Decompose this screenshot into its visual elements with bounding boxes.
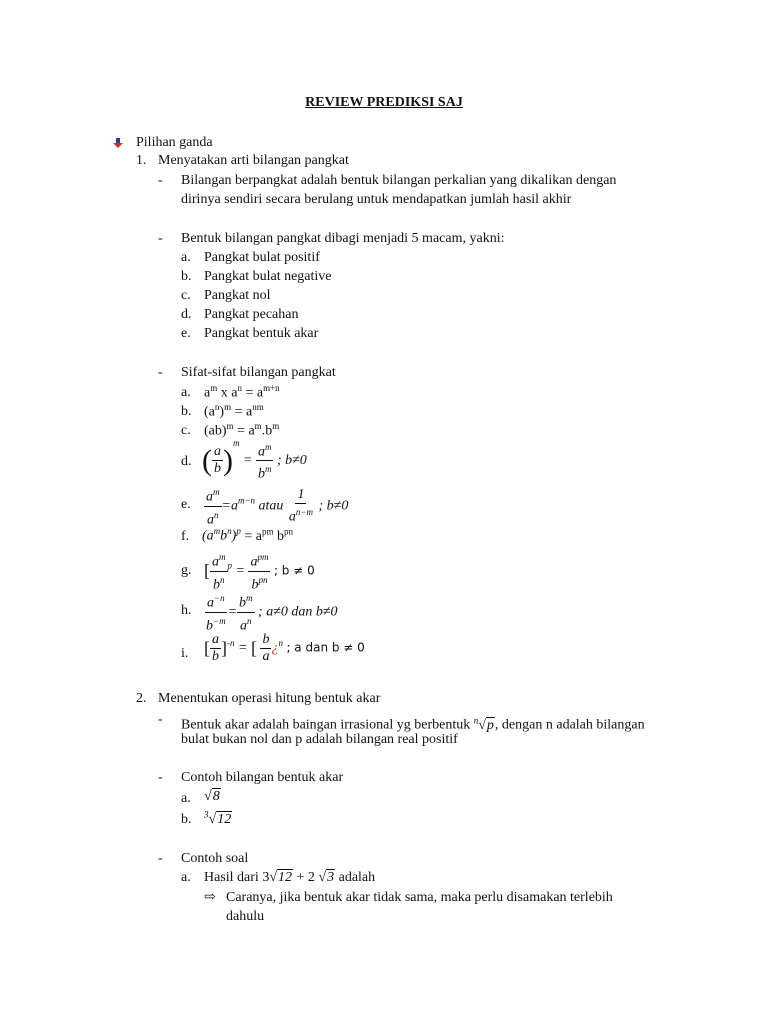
formula-d: ( $\frac{a}{b}$ )$^m$ = $\frac{a^m}{b^m}$ ; b≠0 [202, 438, 307, 482]
list-label: a. [181, 870, 191, 885]
list-label: e. [181, 497, 191, 512]
definition-line: bulat bukan nol dan p adalah bilangan real positif [181, 732, 458, 747]
list-label: a. [181, 791, 191, 806]
page-title: REVIEW PREDIKSI SAJ [305, 95, 463, 110]
arrow-icon: ⇨ [204, 890, 216, 905]
formula-f: $(a^mb^n)^p = a^{pm}$ $b^{pn}$ [202, 526, 293, 544]
definition-line: Bentuk akar adalah baingan irrasional yg berbentuk $^n$√p, dengan n adalah bilangan [181, 715, 645, 733]
dash: - [158, 173, 163, 188]
dash: - [158, 365, 163, 380]
formula-g: [ $\frac{a^m}{b^n}$ $^p$ = $\frac{a^{pm}}{b^{pn}}$ ; b ≠ 0 [204, 549, 315, 593]
item2-heading: Menentukan operasi hitung bentuk akar [158, 691, 381, 706]
definition-line: Bilangan berpangkat adalah bentuk bilangan perkalian yang dikalikan dengan [181, 173, 617, 188]
example-problems-intro: Contoh soal [181, 851, 249, 866]
examples-intro: Contoh bilangan bentuk akar [181, 770, 344, 785]
example-cube-root-12: $^3$√12 [204, 809, 232, 827]
list-label: b. [181, 269, 192, 284]
list-label: c. [181, 288, 191, 303]
problem-text: Hasil dari 3√12 + 2 √3 adalah [204, 870, 376, 885]
example-root-8: √8 [204, 789, 220, 804]
list-label: h. [181, 603, 192, 618]
list-item: Pangkat bulat negative [204, 269, 332, 284]
dash: - [158, 851, 163, 866]
list-label: b. [181, 404, 192, 419]
list-item: Pangkat pecahan [204, 307, 299, 322]
list-label: g. [181, 563, 192, 578]
list-item: Pangkat bulat positif [204, 250, 320, 265]
definition-line: dirinya sendiri secara berulang untuk mendapatkan jumlah hasil akhir [181, 192, 572, 207]
note-line: dahulu [226, 909, 265, 924]
list-item: Pangkat bentuk akar [204, 326, 319, 341]
formula-a: $a^m$ x $a^n = a^{m+n}$ [204, 383, 280, 401]
formula-h: $\frac{a^{-n}}{b^{-m}}$ = $\frac{b^m}{a^n}$ ; a≠0 dan b≠0 [204, 590, 338, 634]
section-heading: Pilihan ganda [136, 135, 213, 150]
list-label: i. [181, 646, 189, 661]
list-label: d. [181, 454, 192, 469]
item1-heading: Menyatakan arti bilangan pangkat [158, 153, 349, 168]
formula-e: $\frac{a^m}{a^n}$ $=a^{m-n}$ atau $\frac{1}{a^{n-m}}$ ; b≠0 [204, 484, 348, 528]
list-label: b. [181, 812, 192, 827]
list-label: a. [181, 250, 191, 265]
list-label: f. [181, 529, 190, 544]
dash: - [158, 770, 163, 785]
item1-number: 1. [136, 153, 147, 168]
formula-c: $(ab)^m = a^m.b^m$ [204, 421, 280, 439]
nth-root-p: $^n$√p [473, 715, 494, 733]
dash: - [158, 712, 163, 727]
properties-intro: Sifat-sifat bilangan pangkat [181, 365, 336, 380]
types-intro: Bentuk bilangan pangkat dibagi menjadi 5 macam, yakni: [181, 231, 505, 246]
list-label: c. [181, 423, 191, 438]
dash: - [158, 231, 163, 246]
item2-number: 2. [136, 691, 147, 706]
note-line: Caranya, jika bentuk akar tidak sama, maka perlu disamakan terlebih [226, 890, 613, 905]
list-label: d. [181, 307, 192, 322]
formula-b: $(a^n)^m = a^{nm}$ [204, 402, 264, 420]
formula-i: [ $\frac{a}{b}$ ]$^{-n}$ = [ $\frac{b}{a}$ ¿$^n$ ; a dan b ≠ 0 [204, 632, 365, 664]
arrow-bullet-icon [112, 137, 124, 149]
list-item: Pangkat nol [204, 288, 271, 303]
list-label: e. [181, 326, 191, 341]
list-label: a. [181, 385, 191, 400]
